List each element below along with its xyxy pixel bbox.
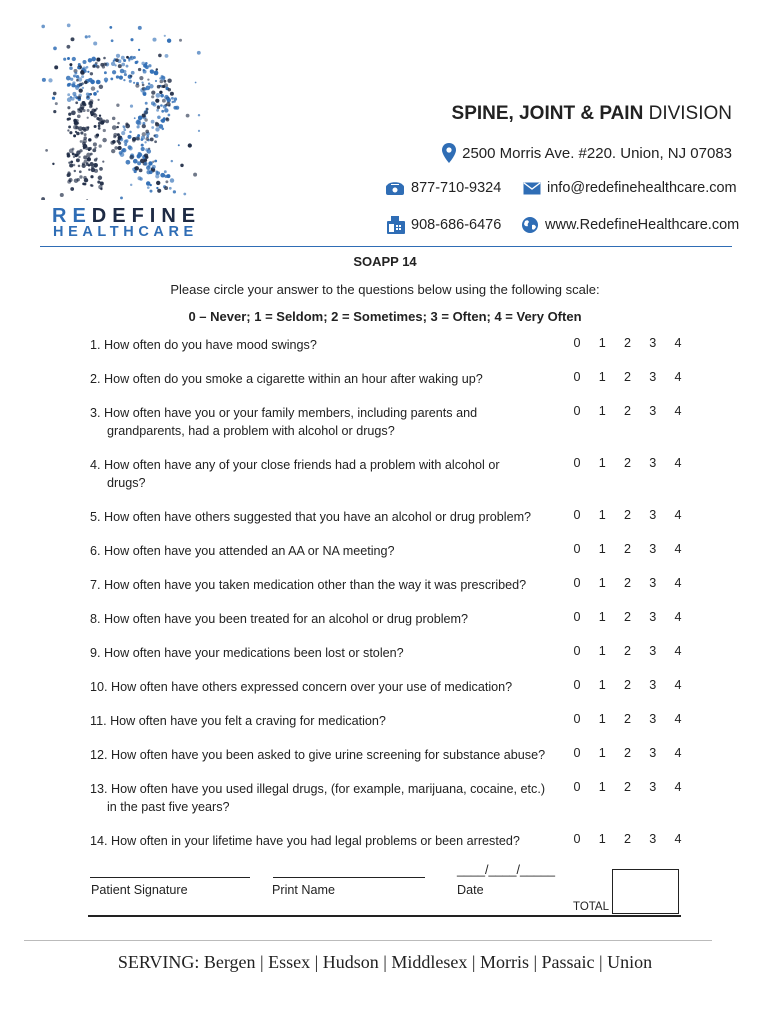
score-option[interactable]: 2: [623, 610, 631, 624]
score-option[interactable]: 4: [674, 336, 682, 350]
phone-text: 877-710-9324: [411, 180, 502, 196]
score-option[interactable]: 1: [598, 832, 606, 846]
score-option[interactable]: 1: [598, 542, 606, 556]
score-options: [570, 832, 685, 846]
print-name-label: Print Name: [272, 883, 335, 897]
score-option[interactable]: 2: [623, 832, 631, 846]
score-option[interactable]: 3: [649, 832, 657, 846]
score-option[interactable]: 3: [649, 712, 657, 726]
footer-divider: [24, 940, 712, 941]
score-option[interactable]: 3: [649, 542, 657, 556]
score-option[interactable]: 4: [674, 712, 682, 726]
score-option[interactable]: 4: [674, 610, 682, 624]
question-item: [90, 678, 570, 696]
question-item: [90, 542, 570, 560]
question-text: 10. How often have others expressed concern over your use of medication?: [90, 680, 513, 694]
score-option[interactable]: 4: [674, 780, 682, 794]
fax-icon: [387, 216, 405, 234]
score-options: [570, 746, 685, 760]
score-option[interactable]: 1: [598, 336, 606, 350]
score-option[interactable]: 2: [623, 746, 631, 760]
score-option[interactable]: 1: [598, 370, 606, 384]
question-item: [90, 610, 570, 628]
phone-line: [385, 180, 501, 196]
score-option[interactable]: 3: [649, 370, 657, 384]
score-options: [570, 644, 685, 658]
envelope-icon: [523, 182, 541, 195]
score-option[interactable]: 0: [573, 576, 581, 590]
score-option[interactable]: 2: [623, 678, 631, 692]
score-option[interactable]: 1: [598, 678, 606, 692]
website-line: [521, 216, 739, 234]
score-option[interactable]: 4: [674, 832, 682, 846]
score-options: [570, 370, 685, 384]
score-option[interactable]: 0: [573, 678, 581, 692]
question-item: [90, 456, 570, 492]
globe-icon: [521, 216, 539, 234]
redefine-logo-icon: [30, 20, 205, 200]
answer-scale: 0 – Never; 1 = Seldom; 2 = Sometimes; 3 = Often; 4 = Very Often: [188, 309, 582, 324]
score-option[interactable]: 2: [623, 404, 631, 418]
form-title: SOAPP 14: [353, 254, 417, 269]
total-label: TOTAL: [573, 901, 609, 913]
question-text: 14. How often in your lifetime have you had legal problems or been arrested?: [90, 834, 520, 848]
question-text: 5. How often have others suggested that you have an alcohol or drug problem?: [90, 510, 532, 524]
score-option[interactable]: 3: [649, 644, 657, 658]
question-text: 13. How often have you used illegal drugs, (for example, marijuana, cocaine, etc.): [90, 782, 546, 796]
score-options: [570, 576, 685, 590]
division-title: SPINE, JOINT & PAIN DIVISION: [451, 103, 732, 124]
score-options: [570, 404, 685, 418]
question-text: drugs?: [107, 476, 146, 490]
score-option[interactable]: 1: [598, 712, 606, 726]
score-option[interactable]: 0: [573, 746, 581, 760]
score-option[interactable]: 3: [649, 336, 657, 350]
question-item: [90, 508, 570, 526]
service-area-footer: SERVING: Bergen | Essex | Hudson | Middlesex | Morris | Passaic | Union: [117, 952, 653, 972]
score-option[interactable]: 2: [623, 508, 631, 522]
score-options: [570, 336, 685, 350]
score-options: [570, 780, 685, 794]
brand-name: REDEFINE: [52, 205, 202, 227]
score-option[interactable]: 2: [623, 542, 631, 556]
website-text[interactable]: www.RedefineHealthcare.com: [545, 217, 740, 233]
question-item: [90, 712, 570, 730]
patient-signature-label: Patient Signature: [91, 883, 188, 897]
score-option[interactable]: 0: [573, 780, 581, 794]
score-option[interactable]: 0: [573, 610, 581, 624]
score-option[interactable]: 1: [598, 456, 606, 470]
question-item: [90, 746, 570, 764]
date-label: Date: [457, 883, 484, 897]
score-option[interactable]: 2: [623, 644, 631, 658]
score-options: [570, 508, 685, 522]
score-option[interactable]: 4: [674, 644, 682, 658]
score-option[interactable]: 1: [598, 576, 606, 590]
score-option[interactable]: 2: [623, 370, 631, 384]
patient-signature-line[interactable]: [90, 877, 250, 878]
score-option[interactable]: 2: [623, 336, 631, 350]
score-option[interactable]: 4: [674, 542, 682, 556]
score-option[interactable]: 0: [573, 336, 581, 350]
score-option[interactable]: 4: [674, 678, 682, 692]
question-item: [90, 370, 570, 388]
phone-icon: [385, 180, 405, 196]
question-item: [90, 576, 570, 594]
total-box[interactable]: [612, 869, 679, 914]
email-text[interactable]: info@redefinehealthcare.com: [547, 180, 737, 196]
email-line: [523, 180, 737, 196]
score-option[interactable]: 3: [649, 508, 657, 522]
address-line: [442, 143, 732, 163]
score-option[interactable]: 3: [649, 404, 657, 418]
question-item: [90, 780, 570, 816]
address-text: 2500 Morris Ave. #220. Union, NJ 07083: [462, 144, 732, 162]
score-option[interactable]: 3: [649, 746, 657, 760]
score-options: [570, 678, 685, 692]
question-item: [90, 832, 570, 850]
score-option[interactable]: 1: [598, 404, 606, 418]
score-option[interactable]: 3: [649, 678, 657, 692]
fax-text: 908-686-6476: [411, 217, 502, 233]
score-option[interactable]: 4: [674, 746, 682, 760]
question-item: [90, 404, 570, 440]
score-option[interactable]: 1: [598, 746, 606, 760]
score-option[interactable]: 1: [598, 644, 606, 658]
score-option[interactable]: 2: [623, 712, 631, 726]
question-item: [90, 336, 570, 354]
score-option[interactable]: 0: [573, 456, 581, 470]
location-pin-icon: [442, 143, 456, 163]
score-options: [570, 456, 685, 470]
score-option[interactable]: 1: [598, 780, 606, 794]
score-option[interactable]: 2: [623, 780, 631, 794]
score-option[interactable]: 1: [598, 610, 606, 624]
fax-line: [387, 216, 501, 234]
score-option[interactable]: 2: [623, 456, 631, 470]
form-bottom-rule: [88, 915, 681, 917]
print-name-line[interactable]: [273, 877, 425, 878]
score-option[interactable]: 3: [649, 456, 657, 470]
score-option[interactable]: 0: [573, 508, 581, 522]
question-item: [90, 644, 570, 662]
score-option[interactable]: 0: [573, 404, 581, 418]
score-option[interactable]: 3: [649, 610, 657, 624]
question-text: 2. How often do you smoke a cigarette within an hour after waking up?: [90, 372, 483, 386]
question-text: 1. How often do you have mood swings?: [90, 338, 317, 352]
question-text: 3. How often have you or your family members, including parents and: [90, 406, 478, 420]
score-option[interactable]: 3: [649, 780, 657, 794]
score-option[interactable]: 4: [674, 456, 682, 470]
question-text: in the past five years?: [107, 800, 230, 814]
question-text: 12. How often have you been asked to give urine screening for substance abuse?: [90, 748, 546, 762]
score-option[interactable]: 0: [573, 542, 581, 556]
question-text: 11. How often have you felt a craving for medication?: [90, 714, 386, 728]
header-divider: [40, 246, 732, 247]
question-text: 4. How often have any of your close friends had a problem with alcohol or: [90, 458, 500, 472]
question-text: 6. How often have you attended an AA or NA meeting?: [90, 544, 395, 558]
score-option[interactable]: 2: [623, 576, 631, 590]
score-option[interactable]: 0: [573, 644, 581, 658]
score-option[interactable]: 4: [674, 576, 682, 590]
score-option[interactable]: 0: [573, 832, 581, 846]
score-option[interactable]: 4: [674, 370, 682, 384]
score-options: [570, 712, 685, 726]
score-options: [570, 542, 685, 556]
score-option[interactable]: 0: [573, 370, 581, 384]
score-option[interactable]: 1: [598, 508, 606, 522]
question-text: 8. How often have you been treated for an alcohol or drug problem?: [90, 612, 469, 626]
score-options: [570, 610, 685, 624]
score-option[interactable]: 0: [573, 712, 581, 726]
score-option[interactable]: 4: [674, 508, 682, 522]
date-field[interactable]: ____/____/_____: [457, 863, 556, 877]
score-option[interactable]: 3: [649, 576, 657, 590]
brand-subtitle: HEALTHCARE: [53, 224, 198, 240]
question-text: 7. How often have you taken medication other than the way it was prescribed?: [90, 578, 527, 592]
question-text: 9. How often have your medications been lost or stolen?: [90, 646, 404, 660]
score-option[interactable]: 4: [674, 404, 682, 418]
question-text: grandparents, had a problem with alcohol or drugs?: [107, 424, 395, 438]
form-instructions: Please circle your answer to the questions below using the following scale:: [170, 282, 600, 297]
